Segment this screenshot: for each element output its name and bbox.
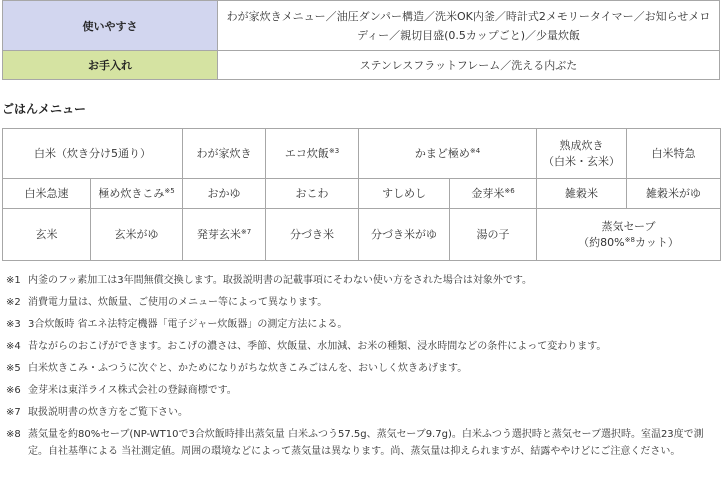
footnote-mark: ※4 [6, 341, 21, 352]
footnote-text: 金芽米は東洋ライス株式会社の登録商標です。 [28, 385, 237, 396]
menu-item-steam-save: 蒸気セーブ （約80%$^{※8}$カット） [537, 209, 721, 261]
footnote-text: 3合炊飯時 省エネ法特定機器「電子ジャー炊飯器」の測定方法による。 [28, 319, 348, 330]
footnote-mark: ※6 [6, 385, 21, 396]
menu-item-kamado: かまど極め$^{※4}$ [359, 129, 537, 179]
menu-row-3 [3, 209, 721, 261]
spec-row-usability [3, 1, 720, 51]
menu-item-yunoko: 湯の子 [450, 209, 537, 261]
footnote-mark: ※3 [6, 319, 21, 330]
menu-row-2 [3, 179, 721, 209]
menu-item-kyusoku: 白米急速 [3, 179, 91, 209]
menu-item-wagaya: わが家炊き [183, 129, 266, 179]
footnote-text: 消費電力量は、炊飯量、ご使用のメニュー等によって異なります。 [28, 297, 328, 308]
spec-value-care: ステンレスフラットフレーム／洗える内ぶた [218, 51, 720, 80]
menu-item-jukusei: 熟成炊き （白米・玄米） [537, 129, 627, 179]
footnote-text: 白米炊きこみ・ふつうに次ぐと、かためになりがちな炊きこみごはんを、おいしく炊きあげます。 [28, 363, 468, 374]
menu-item-zakkokumai-gayu: 雑穀米がゆ [627, 179, 721, 209]
footnote-text: 蒸気量を約80%セーブ(NP-WT10で3合炊飯時排出蒸気量 白米ふつう57.5g、蒸気セーブ9.7g)。白米ふつう選択時と蒸気セーブ選択時。室温23度で測定。自社基準による 当社測定値。周囲の環境などによって蒸気量は異なります。尚、蒸気量は抑えられますが、結露ややけどにご注意ください。 [28, 429, 704, 457]
rice-menu-table [2, 128, 721, 261]
spec-value-usability: わが家炊きメニュー／油圧ダンパー構造／洗米OK内釜／時計式2メモリータイマー／お知らせメロディー／親切目盛(0.5カップごと)／少量炊飯 [218, 1, 720, 51]
footnote [6, 316, 718, 334]
menu-item-buzuki-gayu: 分づき米がゆ [359, 209, 450, 261]
spec-row-care [3, 51, 720, 80]
footnote [6, 272, 718, 290]
menu-item-kinmemai: 金芽米$^{※6}$ [450, 179, 537, 209]
menu-item-takikomi: 極め炊きこみ$^{※5}$ [91, 179, 183, 209]
footnote-mark: ※2 [6, 297, 21, 308]
footnote-text: 昔ながらのおこげができます。おこげの濃さは、季節、炊飯量、水加減、お米の種類、浸水時間などの条件によって変わります。 [28, 341, 607, 352]
footnote-text: 取扱説明書の炊き方をご覧下さい。 [28, 407, 188, 418]
footnote-mark: ※1 [6, 275, 21, 286]
footnote [6, 294, 718, 312]
menu-item-okayu: おかゆ [183, 179, 266, 209]
footnote-mark: ※5 [6, 363, 21, 374]
menu-item-sushimeshi: すしめし [359, 179, 450, 209]
footnote-mark: ※7 [6, 407, 21, 418]
spec-table [2, 0, 720, 80]
spec-label-usability: 使いやすさ [3, 1, 218, 51]
menu-item-genmai-gayu: 玄米がゆ [91, 209, 183, 261]
footnote [6, 382, 718, 400]
footnote [6, 404, 718, 422]
menu-item-buzuki: 分づき米 [266, 209, 359, 261]
menu-item-eco: エコ炊飯$^{※3}$ [266, 129, 359, 179]
menu-item-genmai: 玄米 [3, 209, 91, 261]
footnote-text: 内釜のフッ素加工は3年間無償交換します。取扱説明書の記載事項にそわない使い方をされた場合は対象外です。 [28, 275, 533, 286]
footnotes [6, 272, 718, 464]
menu-item-zakkokumai: 雑穀米 [537, 179, 627, 209]
spec-label-care: お手入れ [3, 51, 218, 80]
menu-item-hatsuga: 発芽玄米$^{※7}$ [183, 209, 266, 261]
menu-item-hakumai: 白米（炊き分け5通り） [3, 129, 183, 179]
footnote [6, 360, 718, 378]
footnote [6, 426, 718, 460]
footnote [6, 338, 718, 356]
footnote-mark: ※8 [6, 429, 21, 440]
menu-item-tokkyu: 白米特急 [627, 129, 721, 179]
menu-item-okowa: おこわ [266, 179, 359, 209]
menu-heading: ごはんメニュー [2, 102, 87, 116]
menu-row-1 [3, 129, 721, 179]
